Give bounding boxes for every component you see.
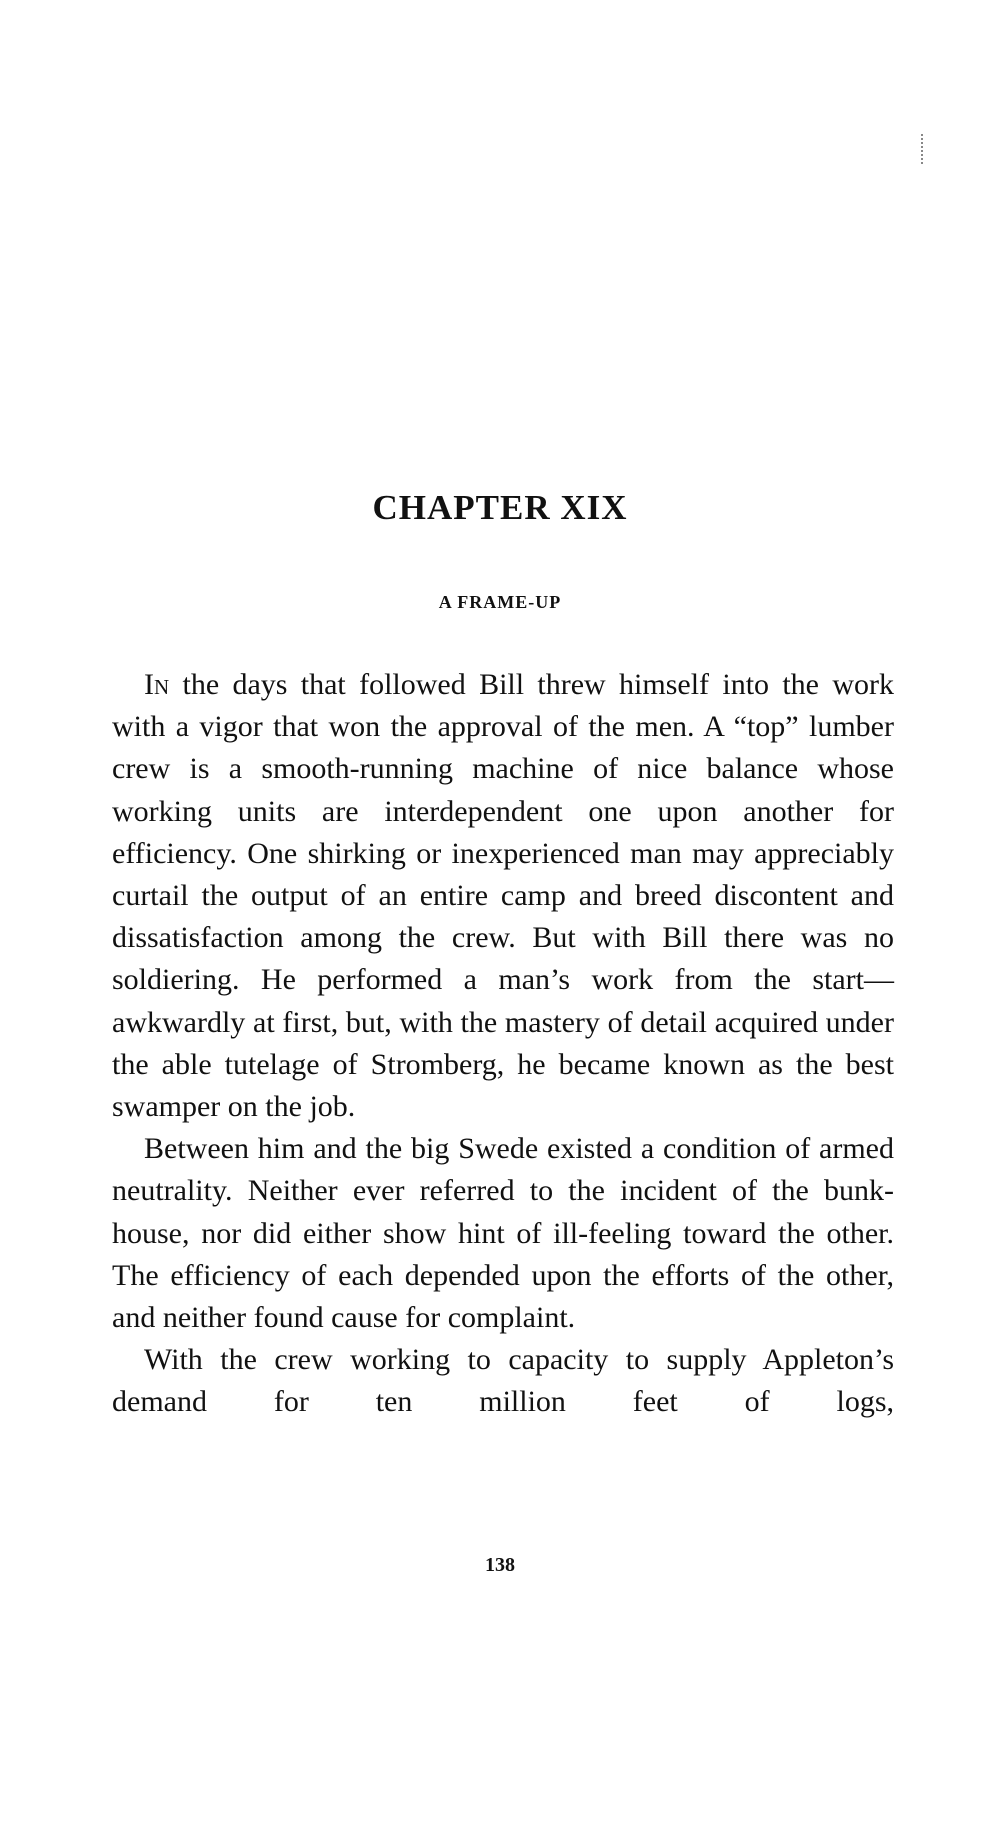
paragraph-lead-word: In (144, 668, 170, 701)
paragraph-1 (112, 664, 894, 1128)
paragraph-text: With the crew working to capacity to supply Appleton’s demand for ten million feet of logs, (112, 1343, 894, 1419)
chapter-body (112, 664, 894, 1424)
chapter-subtitle: A FRAME-UP (438, 592, 562, 612)
paragraph-text: the days that followed Bill threw himself into the work with a vigor that won the approval of the men. A “top” lumber crew is a smooth-running machine of nice balance whose working units are interdependent one upon another for efficiency. One shirking or inexperienced man may appreciably curtail the output of an entire camp and breed discontent and dissatisfaction among the crew. But with Bill there was no soldiering. He performed a man’s work from the start—awkwardly at first, but, with the mastery of detail acquired under the able tutelage of Stromberg, he became known as the best swamper on the job. (112, 668, 894, 1124)
paragraph-2 (112, 1128, 894, 1339)
page-number: 138 (485, 1554, 515, 1576)
paragraph-3 (112, 1339, 894, 1423)
paragraph-text: Between him and the big Swede existed a condition of armed neutrality. Neither ever referred to the incident of the bunk-house, nor did either show hint of ill-feeling toward the other. The efficiency of each depended upon the efforts of the other, and neither found cause for complaint. (112, 1132, 894, 1335)
chapter-title: CHAPTER XIX (372, 488, 628, 527)
margin-mark (921, 134, 925, 164)
